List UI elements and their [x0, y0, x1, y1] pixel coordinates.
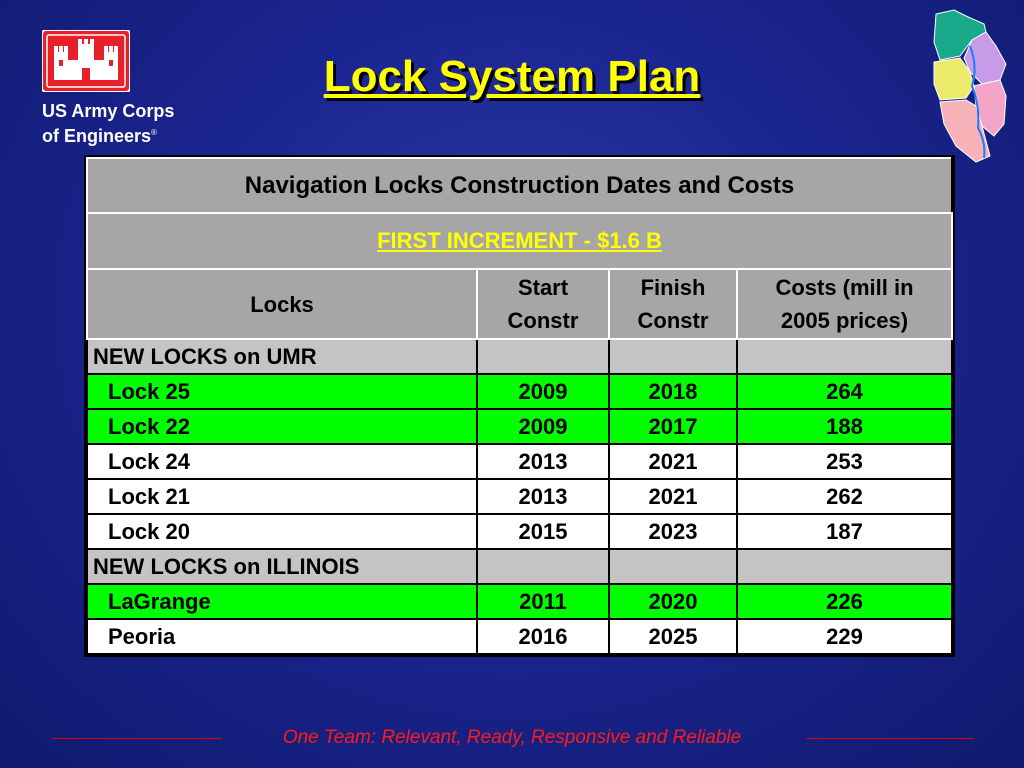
lock-name: Lock 25	[87, 374, 477, 409]
table-caption: Navigation Locks Construction Dates and Costs	[87, 158, 952, 213]
lock-name: Lock 20	[87, 514, 477, 549]
section-row-umr	[87, 339, 952, 374]
finish-year: 2021	[609, 479, 737, 514]
finish-year: 2017	[609, 409, 737, 444]
finish-year: 2025	[609, 619, 737, 654]
footer-tagline: One Team: Relevant, Ready, Responsive and Reliable	[282, 727, 742, 748]
col-header-finish: Finish Constr	[609, 269, 737, 339]
start-year: 2011	[477, 584, 609, 619]
cost-value: 253	[737, 444, 952, 479]
cost-value: 188	[737, 409, 952, 444]
org-name-line1: US Army Corps	[42, 101, 175, 121]
increment-header	[87, 213, 952, 269]
table-row	[87, 374, 952, 409]
table-row	[87, 409, 952, 444]
col-header-start: Start Constr	[477, 269, 609, 339]
start-year: 2016	[477, 619, 609, 654]
footer-divider-right	[806, 738, 974, 739]
start-year: 2009	[477, 374, 609, 409]
cost-value: 226	[737, 584, 952, 619]
lock-name: Lock 24	[87, 444, 477, 479]
col-header-locks: Locks	[87, 269, 477, 339]
finish-year: 2020	[609, 584, 737, 619]
registered-mark: ®	[151, 128, 157, 137]
lock-name: Lock 21	[87, 479, 477, 514]
col-header-costs: Costs (mill in 2005 prices)	[737, 269, 952, 339]
table-row	[87, 514, 952, 549]
upper-mississippi-region-map-icon	[926, 6, 1016, 166]
start-year: 2013	[477, 479, 609, 514]
locks-table	[84, 155, 955, 657]
section-label: NEW LOCKS on UMR	[87, 339, 477, 374]
cost-value: 187	[737, 514, 952, 549]
start-year: 2009	[477, 409, 609, 444]
lock-name: LaGrange	[87, 584, 477, 619]
start-year: 2015	[477, 514, 609, 549]
org-name-line2: of Engineers	[42, 126, 152, 146]
table-row	[87, 619, 952, 654]
footer	[0, 727, 1024, 751]
cost-value: 262	[737, 479, 952, 514]
lock-name: Lock 22	[87, 409, 477, 444]
finish-year: 2021	[609, 444, 737, 479]
cost-value: 229	[737, 619, 952, 654]
slide-title: Lock System Plan	[323, 52, 701, 101]
section-row-illinois	[87, 549, 952, 584]
cost-value: 264	[737, 374, 952, 409]
org-name	[42, 100, 174, 147]
lock-name: Peoria	[87, 619, 477, 654]
table-row	[87, 584, 952, 619]
finish-year: 2018	[609, 374, 737, 409]
table-row	[87, 479, 952, 514]
section-label: NEW LOCKS on ILLINOIS	[87, 549, 477, 584]
start-year: 2013	[477, 444, 609, 479]
table-row	[87, 444, 952, 479]
finish-year: 2023	[609, 514, 737, 549]
increment-label: FIRST INCREMENT - $1.6 B	[377, 228, 662, 253]
